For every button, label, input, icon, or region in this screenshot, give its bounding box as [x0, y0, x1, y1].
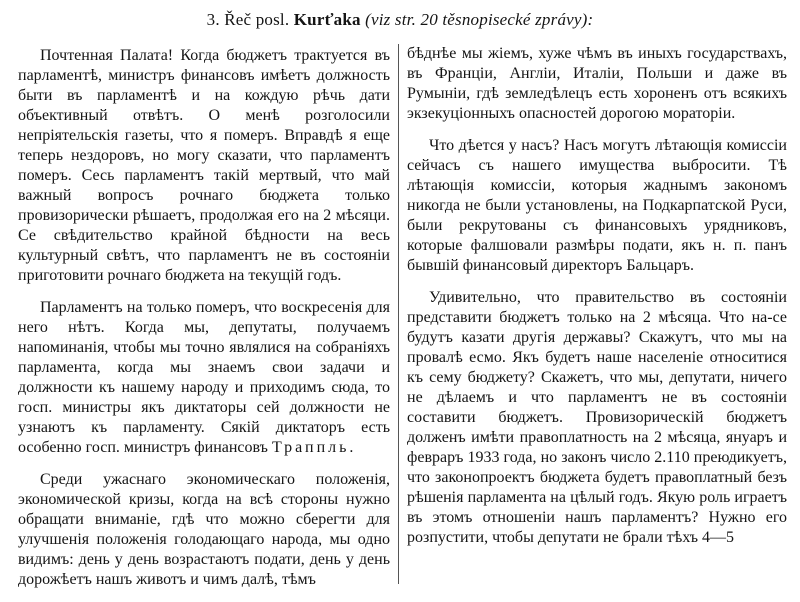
paragraph-text: Парламентъ на только померъ, что воскресенія для него нѣтъ. Когда мы, депутаты, получаемъ напоминанія, чтобы мы точно являлися на собраніяхъ парламента, когда мы знаемъ свои задачи и должности къ нашему народу и приходимъ сюда, то госп. министры якъ диктаторы сей должности не узнаютъ къ парламенту. Сякій диктаторъ есть особенно госп. министръ финансовъ	[18, 299, 390, 456]
column-divider	[398, 44, 399, 584]
paragraph: бѣднѣе мы жіемъ, хуже чѣмъ въ иныхъ государствахъ, въ Франціи, Англіи, Италіи, Польши и даже въ Румыніи, гдѣ земледѣлецъ есть хороненъ отъ всякихъ экзекуціонныхъ опасностей дорогою мораторіи.	[407, 45, 787, 122]
paragraph	[18, 298, 390, 458]
paragraph: Что дѣется у насъ? Насъ могутъ лѣтающія комиссіи сейчасъ съ нашего имущества выбросити. Тѣ лѣтающія комиссіи, которыя жаднымъ закономъ никогда не были установлены, на Подкарпатской Руси, были рекрутованы съ финансовыхъ урядниковъ, которые фалшовали размѣры подати, якъ н. п. панъ бывшій финансовый директоръ Бальцаръ.	[407, 137, 787, 274]
speech-heading	[0, 10, 800, 30]
paragraph: Удивительно, что правительство въ состояніи представити бюджетъ только на 2 мѣсяца. Что на-се будутъ казати другія державы? Скажутъ, что мы на провалѣ есмо. Якъ будетъ наше населеніе относитися къ сему бюджету? Скажетъ, что мы, депутати, ничего не дѣлаемъ и что парламентъ не въ состояніи составити бюджетъ. Провизорическій бюджетъ долженъ имѣти правоплатность на 2 мѣсяца, януаръ и февраръ 1933 года, но законъ число 2.110 преюдикуетъ, что законопроектъ бюджета будетъ правоплатный безъ рѣшенія парламента на цѣлый годъ. Якую роль играетъ въ этомъ отношеніи нашъ парламентъ? Нужно его розпустити, чтобы депутати не брали тѣхъ 4—5	[407, 289, 787, 546]
transcript-reference: (viz str. 20 těsnopisecké zprávy):	[365, 10, 594, 29]
spaced-name: Траппль.	[271, 439, 357, 456]
speaker-name: Kurťaka	[293, 10, 361, 29]
paragraph: Среди ужаснаго экономическаго положенія, экономической кризы, когда на всѣ стороны нужно обращати вниманіе, гдѣ что можно сберегти для улучшенія положенія голодающаго народа, мы одно видимъ: день у день возрастаютъ подати, день у день дорожѣетъ нашъ животъ и чимъ далѣ, тѣмъ	[18, 471, 390, 588]
right-column	[407, 44, 787, 560]
paragraph: Почтенная Палата! Когда бюджетъ трактуется въ парламентѣ, министръ финансовъ имѣетъ должность быти въ парламентѣ и на кождую рѣчь дати объективный отвѣтъ. О менѣ розголосили непріятельскія газеты, что я померъ. Вправдѣ я еще теперь нездоровъ, но могу сказати, что парламентъ померъ. Сесь парламентъ такій мертвый, что май важный вопросъ рочнаго бюджета только провизорически рѣшаетъ, продолжая его на 2 мѣсяци. Се свѣдительство крайной бѣдности на весь культурный свѣтъ, что парламентъ не въ состояніи приготовити рочнаго бюджета на текущій годъ.	[18, 47, 390, 284]
heading-number: 3. Řeč posl.	[206, 10, 290, 29]
left-column	[18, 46, 390, 602]
